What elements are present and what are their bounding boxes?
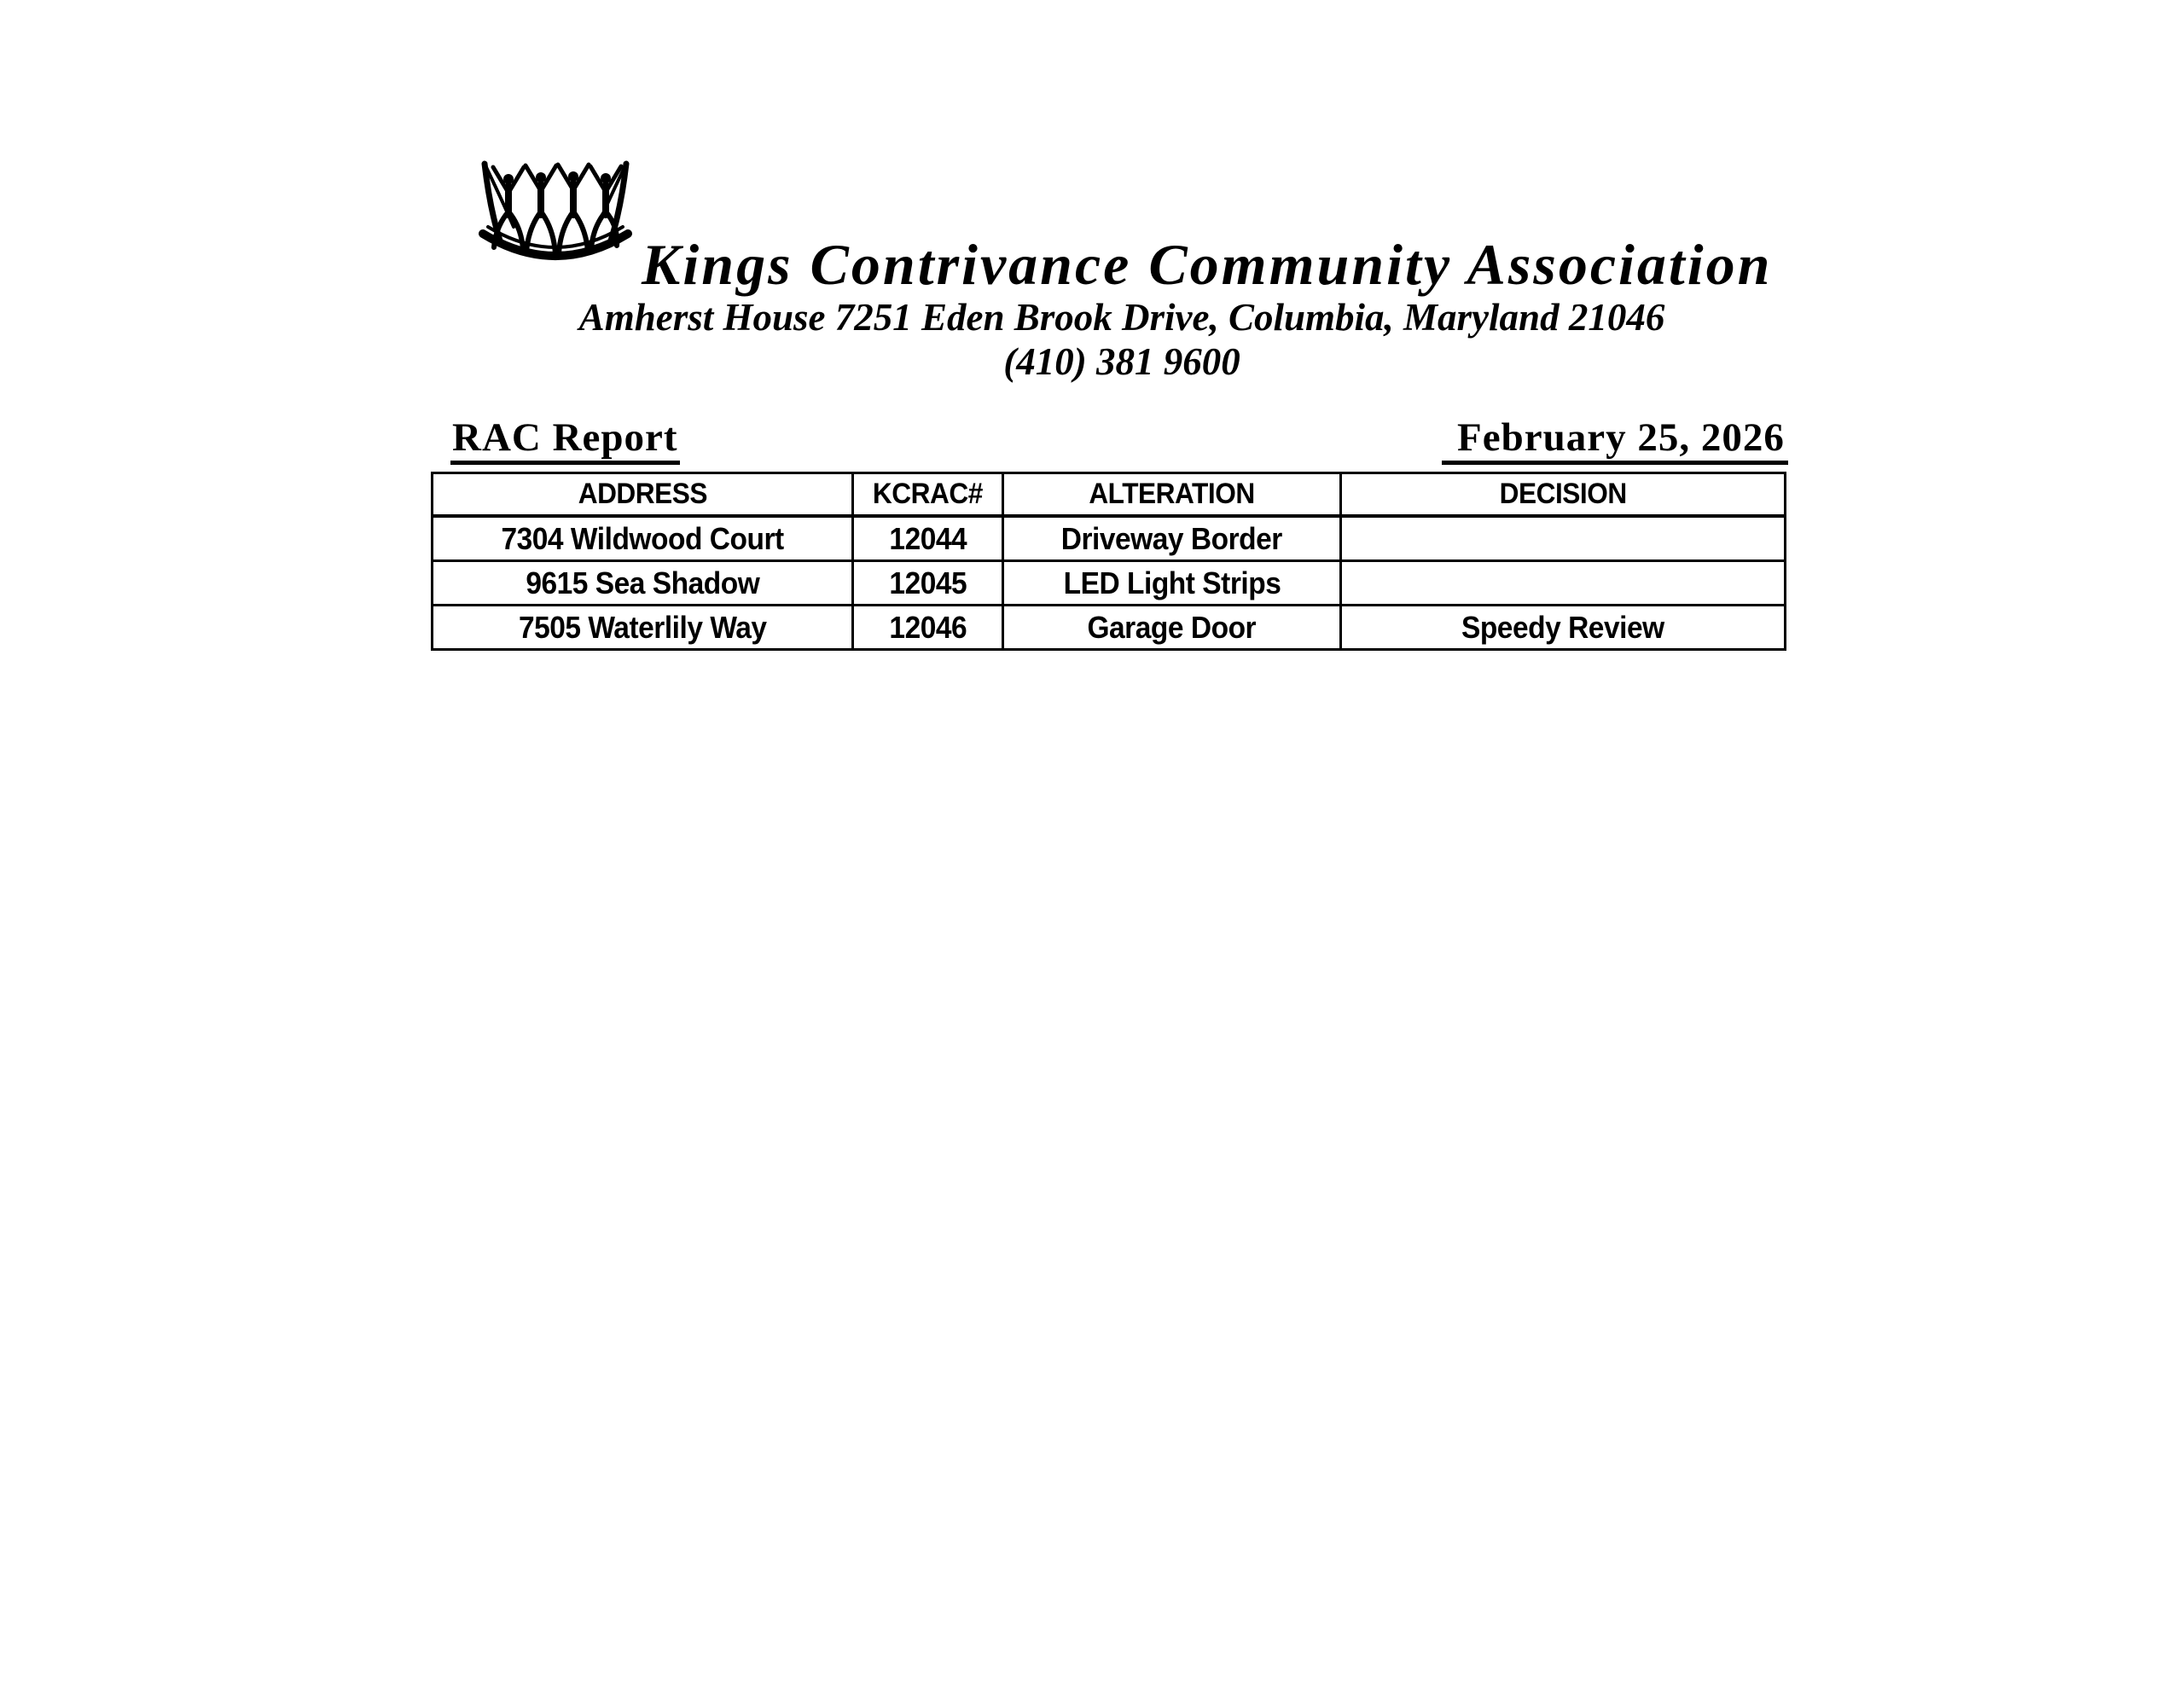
org-phone-line: (410) 381 9600 [1003,340,1240,383]
decision-cell [1341,516,1786,561]
kcrac-cell: 12044 [853,516,1003,561]
kcrac-cell: 12045 [853,561,1003,606]
alteration-cell: Garage Door [1003,606,1341,650]
crown-of-people-logo-icon [474,155,636,276]
report-date: February 25, 2026 [1442,418,1788,465]
address-cell: 9615 Sea Shadow [433,561,853,606]
org-name: Kings Contrivance Community Association [642,232,1773,297]
address-cell: 7304 Wildwood Court [433,516,853,561]
decision-cell: Speedy Review [1341,606,1786,650]
table-row [433,606,1786,650]
org-address-line: Amherst House 7251 Eden Brook Drive, Columbia, Maryland 21046 [578,296,1665,339]
column-header-kcrac: KCRAC# [853,473,1003,517]
column-header-address: ADDRESS [433,473,853,517]
figure-2 [526,165,556,254]
table-row [433,561,1786,606]
report-title: RAC Report [450,418,680,465]
decision-cell [1341,561,1786,606]
kcrac-cell: 12046 [853,606,1003,650]
address-cell: 7505 Waterlily Way [433,606,853,650]
rac-report-table [431,472,1786,651]
column-header-alteration: ALTERATION [1003,473,1341,517]
table-row [433,516,1786,561]
table-header-row [433,473,1786,517]
alteration-cell: Driveway Border [1003,516,1341,561]
figure-3 [558,165,589,253]
alteration-cell: LED Light Strips [1003,561,1341,606]
column-header-decision: DECISION [1341,473,1786,517]
